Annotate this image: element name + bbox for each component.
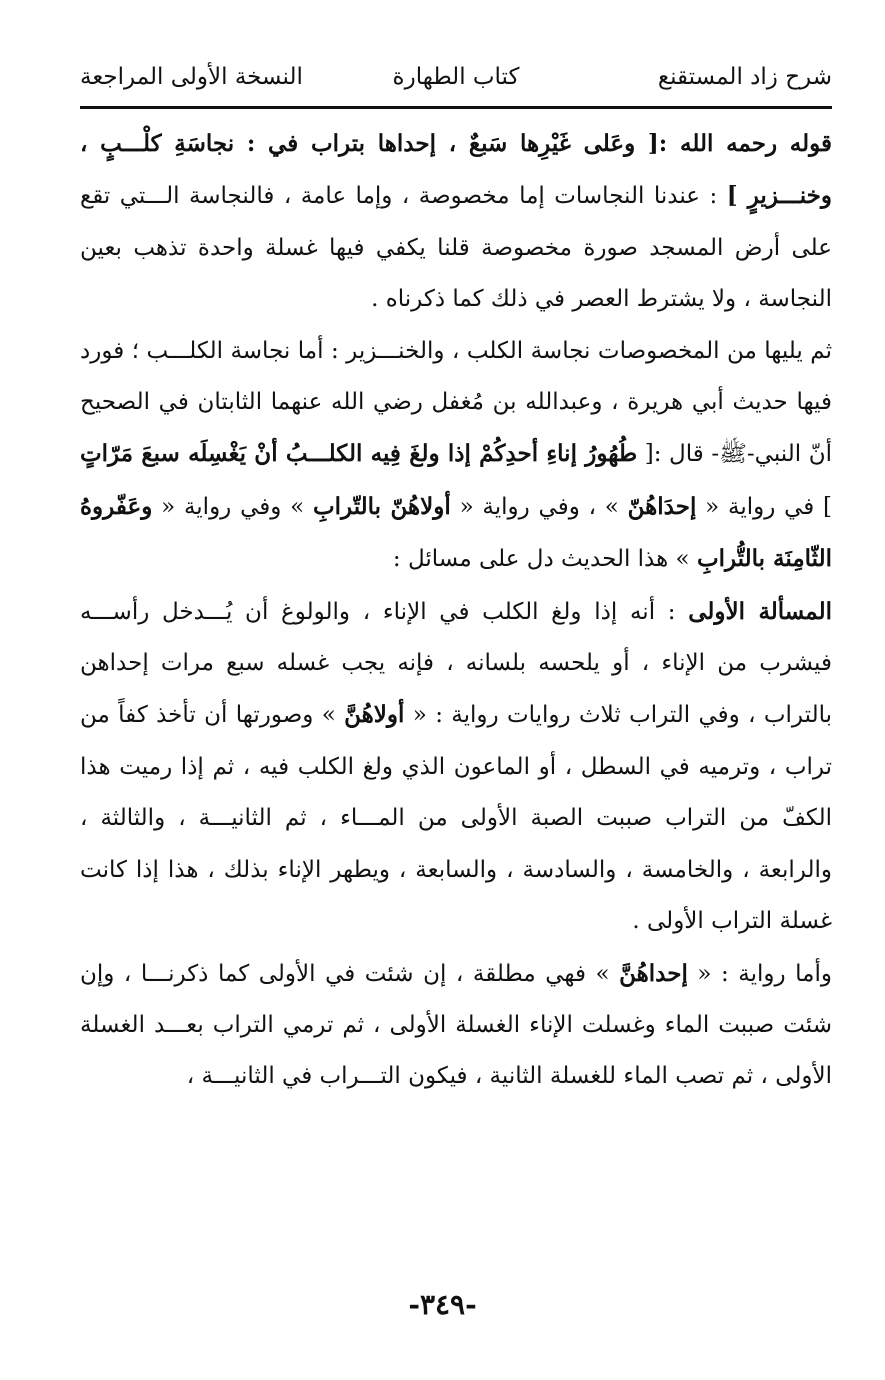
commentary-text: » ، وفي رواية « bbox=[450, 493, 628, 520]
header-divider bbox=[80, 106, 832, 109]
hadith-text: طُهُورُ إناءِ أحدِكُمْ إذا ولغَ فِيه الكلـــبُ أنْ يَغْسِلَه سبعَ مَرّاتٍ bbox=[80, 440, 638, 468]
header-chapter-title: كتاب الطهارة bbox=[392, 64, 520, 90]
narration-text: إحداهُنَّ bbox=[619, 959, 688, 987]
page-number: -٣٤٩- bbox=[408, 1288, 477, 1321]
commentary-text: » فهي مطلقة ، إن شئت في الأولى كما ذكرنـــا ، وإن شئت صببت الماء وغسلت الإناء الغسلة الأولى ، ثم ترمي التراب بعـــد الغسلة الأولى ، ثم تصب الماء للغسلة الثانية ، فيكون التـــراب في الثانيـــة ، bbox=[80, 960, 832, 1090]
commentary-text: » وفي رواية « bbox=[152, 493, 313, 520]
commentary-text: ] في رواية « bbox=[696, 493, 833, 520]
commentary-text: ثم يليها من المخصوصات نجاسة الكلب ، والخنـــزير : أما نجاسة الكلـــب ؛ فورد فيها حديث أبي هريرة ، وعبدالله بن مُغفل رضي الله عنهما الثابتان في الصحيح أنّ النبي-ﷺ- قال :[ bbox=[80, 337, 832, 468]
narration-text: وعَفّروهُ الثّامِنَة بالتُّرابِ bbox=[80, 492, 832, 573]
paragraph-3 bbox=[80, 586, 832, 948]
commentary-text: » هذا الحديث دل على مسائل : bbox=[392, 546, 697, 573]
page-body bbox=[80, 118, 832, 1103]
header-book-title: شرح زاد المستقنع bbox=[657, 64, 832, 90]
paragraph-4 bbox=[80, 948, 832, 1103]
paragraph-1 bbox=[80, 118, 832, 326]
header-edition: النسخة الأولى المراجعة bbox=[80, 64, 303, 90]
commentary-text: » وصورتها أن تأخذ كفاً من تراب ، وترميه في السطل ، أو الماعون الذي ولغ الكلب فيه ، ثم إذا رميت هذا الكفّ من التراب صببت الصبة الأولى من المـــاء ، ثم الثانيـــة ، والثالثة ، والرابعة ، والخامسة ، والسادسة ، والسابعة ، ويطهر الإناء بذلك ، هذا إذا كانت غسلة التراب الأولى . bbox=[80, 702, 832, 935]
paragraph-2 bbox=[80, 326, 832, 586]
page-header bbox=[80, 58, 832, 98]
narration-text: إحدَاهُنّ bbox=[627, 492, 697, 520]
commentary-text: : أنه إذا ولغ الكلب في الإناء ، والولوغ أن يُـــدخل رأســـه فيشرب من الإناء ، أو يلحسه بلسانه ، فإنه يجب غسله سبع مرات إحداهن بالتراب ، وفي التراب ثلاث روايات رواية : « bbox=[80, 598, 832, 729]
narration-text: أولاهُنّ بالتّرابِ bbox=[312, 492, 451, 520]
matn-quote: قوله رحمه الله :[ وعَلى غَيْرِها سَبعٌ ، إحداها بتراب في : نجاسَةِ كلْـــبٍ ، وخنـــزيرٍ ] bbox=[80, 130, 832, 210]
narration-text: أولاهُنَّ bbox=[344, 701, 405, 729]
commentary-text: : عندنا النجاسات إما مخصوصة ، وإما عامة ، فالنجاسة الـــتي تقع على أرض المسجد صورة مخصوصة قلنا يكفي فيها غسلة واحدة تذهب بعين النجاسة ، ولا يشترط العصر في ذلك كما ذكرناه . bbox=[80, 183, 832, 313]
issue-heading: المسألة الأولى bbox=[688, 597, 833, 625]
commentary-text: وأما رواية : « bbox=[687, 960, 832, 987]
